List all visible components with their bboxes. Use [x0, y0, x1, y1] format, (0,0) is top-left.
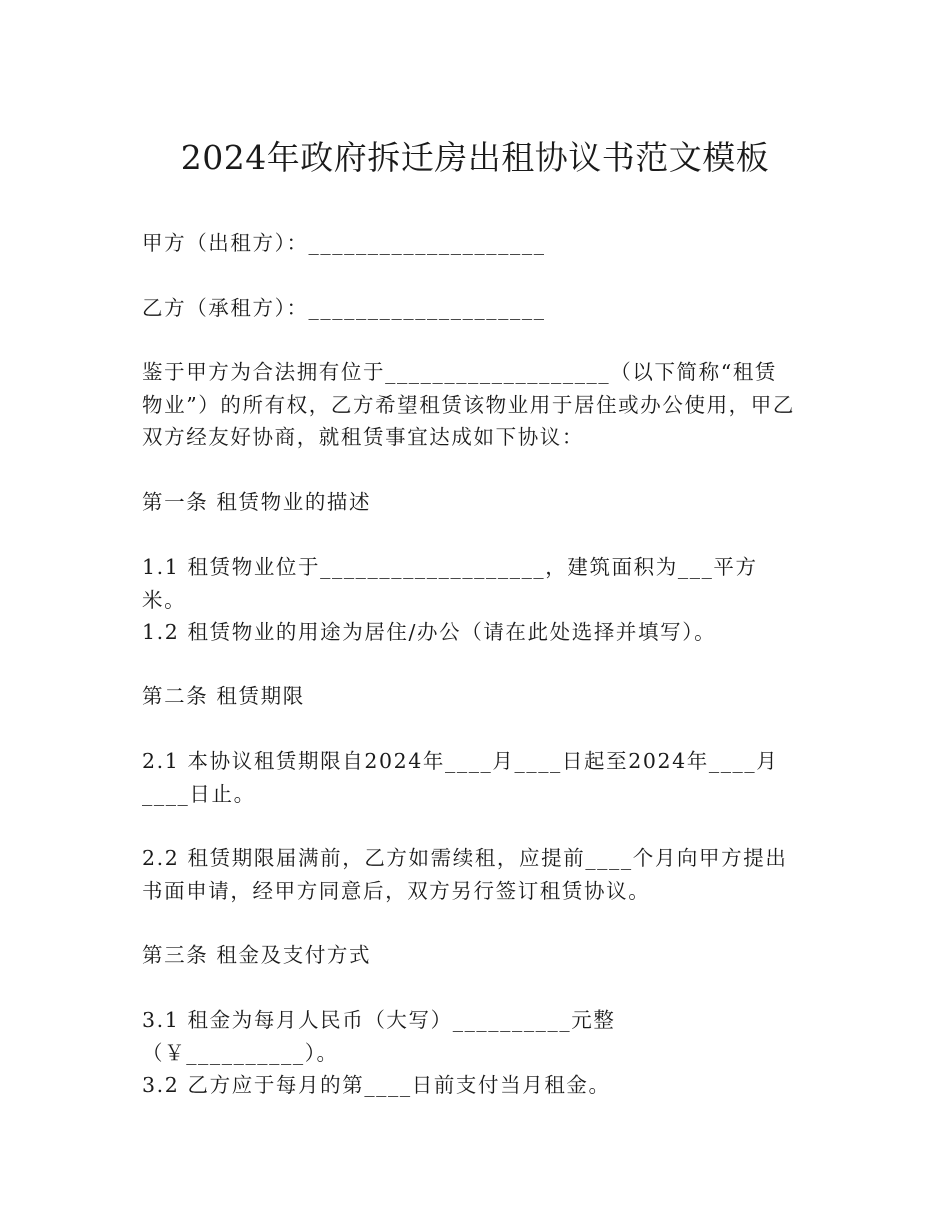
document-title: 2024年政府拆迁房出租协议书范文模板 [180, 138, 770, 177]
article-2-heading: 第二条 租赁期限 [142, 684, 305, 708]
clause-2-1: 2.1 本协议租赁期限自2024年____月____日起至2024年____月____日止。 [142, 749, 779, 806]
clause-1-2: 1.2 租赁物业的用途为居住/办公（请在此处选择并填写）。 [142, 620, 717, 644]
clause-2-2: 2.2 租赁期限届满前，乙方如需续租，应提前____个月向甲方提出书面申请，经甲方同意后，双方另行签订租赁协议。 [142, 846, 788, 903]
article-1-heading: 第一条 租赁物业的描述 [142, 490, 372, 514]
clause-1-1: 1.1 租赁物业位于___________________，建筑面积为___平方米。 [142, 555, 758, 612]
article-3-heading: 第三条 租金及支付方式 [142, 943, 372, 967]
preamble-paragraph: 鉴于甲方为合法拥有位于___________________（以下简称“租赁物业”）的所有权，乙方希望租赁该物业用于居住或办公使用，甲乙双方经友好协商，就租赁事宜达成如下协议： [142, 360, 795, 449]
party-b-line: 乙方（承租方）：____________________ [142, 296, 546, 320]
clause-3-2: 3.2 乙方应于每月的第____日前支付当月租金。 [142, 1073, 611, 1097]
party-a-line: 甲方（出租方）：____________________ [142, 231, 546, 255]
clause-3-1: 3.1 租金为每月人民币（大写）__________元整（￥__________）。 [142, 1008, 616, 1065]
